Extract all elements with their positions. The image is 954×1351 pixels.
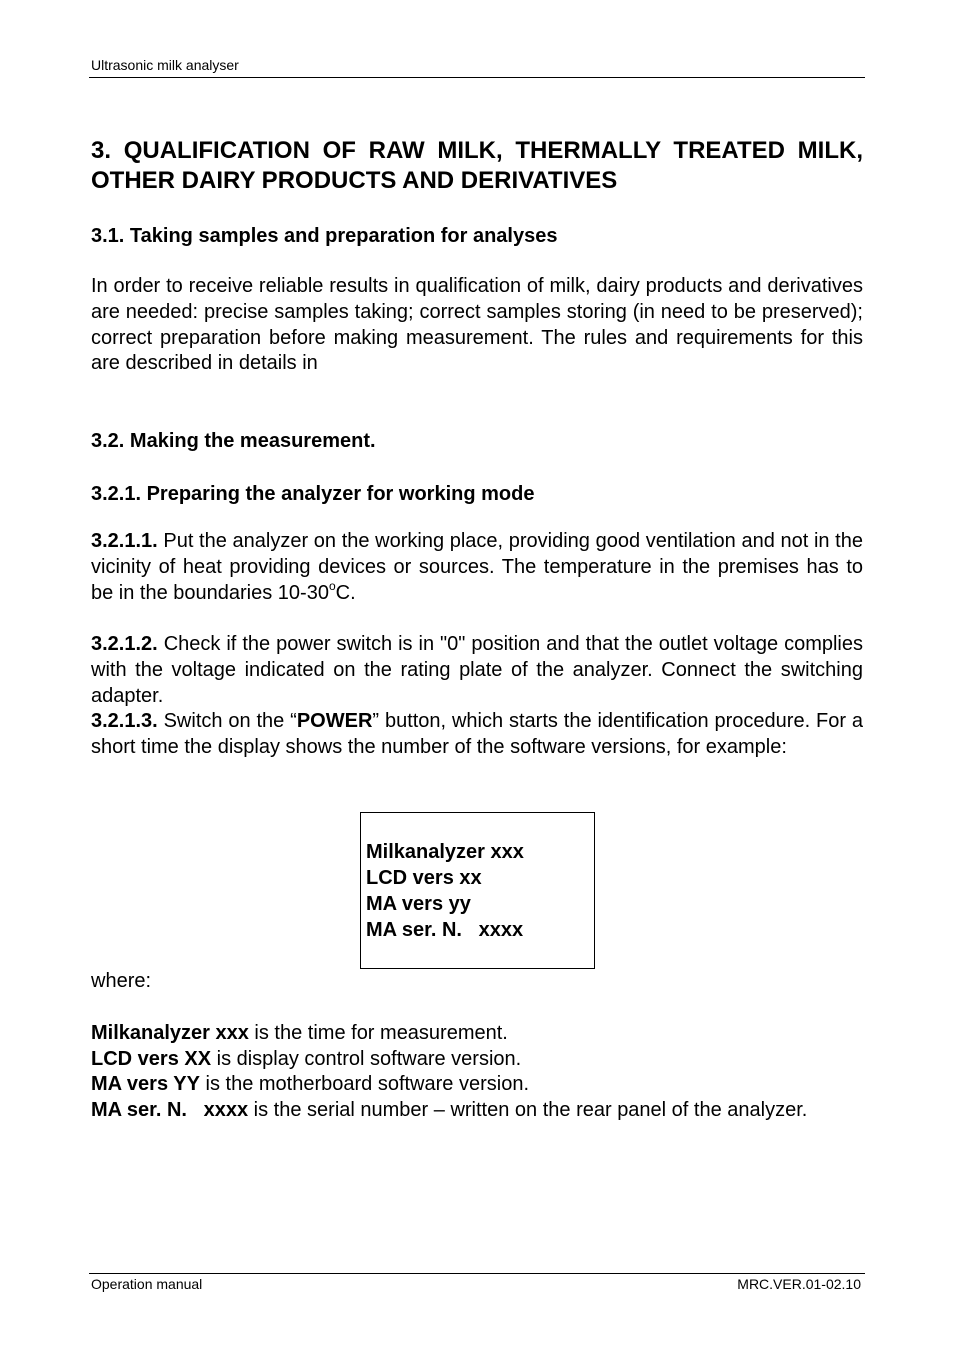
legend-item (91, 1021, 863, 1047)
legend-term: Milkanalyzer xxx (91, 1022, 249, 1044)
legend-term: LCD vers XX (91, 1048, 212, 1070)
section-3-title: 3. QUALIFICATION OF RAW MILK, THERMALLY TREATED MILK, OTHER DAIRY PRODUCTS AND DERIVATIVES (91, 137, 863, 194)
display-example-box (360, 812, 595, 969)
section-3-2-title: 3.2. Making the measurement. (91, 430, 376, 452)
where-label: where: (91, 970, 152, 992)
step-text: Put the analyzer on the working place, providing good ventilation and not in the vicinity of heat providing devices or sources. The temperature in the premises has to be in the boundaries 10-30 (91, 530, 863, 604)
display-line: LCD vers xx (366, 867, 482, 889)
legend-desc: is the motherboard software version. (199, 1073, 529, 1095)
legend-desc: is display control software version. (211, 1048, 522, 1070)
legend-item (91, 1047, 863, 1073)
display-lines (366, 839, 524, 943)
step-number: 3.2.1.3. (91, 710, 158, 732)
step-3-2-1-3 (91, 709, 863, 761)
legend-term: MA vers YY (91, 1073, 200, 1095)
step-number: 3.2.1.1. (91, 530, 158, 552)
footer-doc-code: MRC.VER.01-02.10 (737, 1276, 861, 1292)
footer-left-text: Operation manual (91, 1276, 203, 1292)
section-3-1-title: 3.1. Taking samples and preparation for analyses (91, 225, 558, 247)
step-3-2-1-2 (91, 632, 863, 709)
legend-desc: is the time for measurement. (248, 1022, 508, 1044)
legend-item (91, 1072, 863, 1098)
display-line: MA ser. N. xxxx (366, 919, 524, 941)
legend-desc: is the serial number – written on the rear panel of the analyzer. (248, 1099, 808, 1121)
step-text-cont: ” button, which starts the identification procedure. For a short time the display shows the number of the software versions, for example: (91, 710, 863, 758)
step-text-tail: C. (335, 581, 356, 604)
step-text: Switch on the “ (157, 710, 297, 732)
step-3-2-1-1 (91, 529, 863, 606)
legend-term: MA ser. N. xxxx (91, 1099, 249, 1121)
power-label: POWER (296, 710, 373, 732)
footer-divider (89, 1273, 865, 1274)
display-line: Milkanalyzer xxx (366, 841, 524, 863)
header-title: Ultrasonic milk analyser (91, 57, 239, 73)
display-line: MA vers yy (366, 893, 471, 915)
degree-symbol: o (328, 578, 336, 593)
header-divider (89, 77, 865, 78)
step-number: 3.2.1.2. (91, 633, 158, 655)
step-text: Check if the power switch is in "0" position and that the outlet voltage complies with the voltage indicated on the rating plate of the analyzer. Connect the switching adapter. (91, 633, 863, 707)
section-3-1-body: In order to receive reliable results in qualification of milk, dairy products and derivatives are needed: precise samples taking; correct samples storing (in need to be preserved); correct preparation before making measurement. The rules and requirements for this are described in details in (91, 275, 863, 375)
section-3-2-1-title: 3.2.1. Preparing the analyzer for working mode (91, 483, 535, 505)
legend-item (91, 1098, 863, 1124)
